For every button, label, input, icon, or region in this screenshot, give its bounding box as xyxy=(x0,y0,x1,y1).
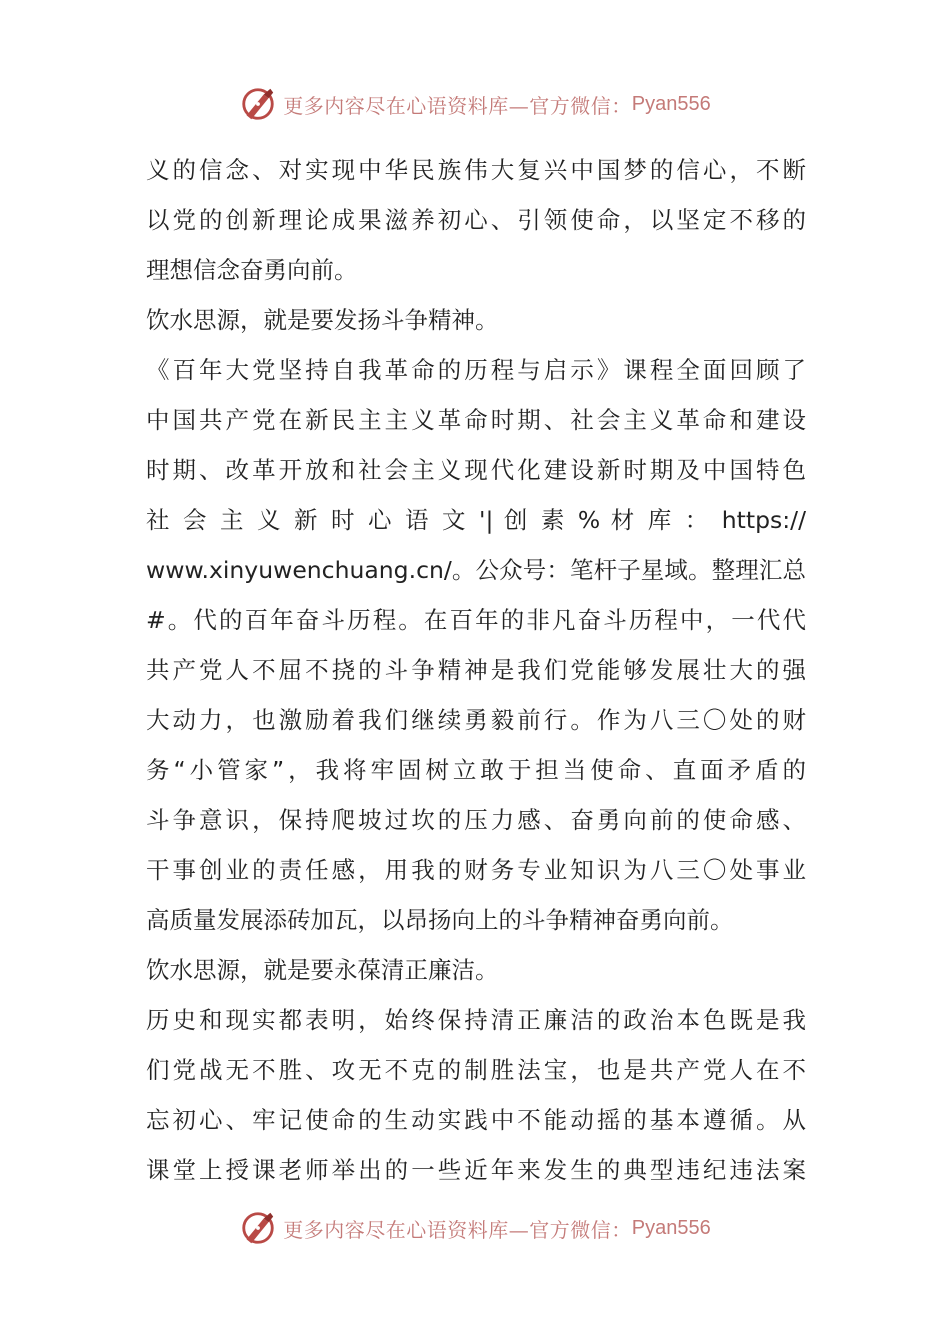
body-line: 干事创业的责任感，用我的财务专业知识为八三〇处事业 xyxy=(146,856,806,884)
body-line: 斗争意识，保持爬坡过坎的压力感、奋勇向前的使命感、 xyxy=(146,806,806,834)
body-line: 社 会 主 义 新 时 心 语 文 '| 创 素 % 材 库 ： https:// xyxy=(146,506,806,534)
body-line: 历史和现实都表明，始终保持清正廉洁的政治本色既是我 xyxy=(146,1006,806,1034)
body-line: 们党战无不胜、攻无不克的制胜法宝，也是共产党人在不 xyxy=(146,1056,806,1084)
document-body xyxy=(146,145,806,1195)
header-banner xyxy=(0,84,950,124)
body-line: www.xinyuwenchuang.cn/。公众号：笔杆子星域。整理汇总 xyxy=(146,556,806,584)
body-line: 大动力，也激励着我们继续勇毅前行。作为八三〇处的财 xyxy=(146,706,806,734)
body-line: 务“小管家”，我将牢固树立敢于担当使命、直面矛盾的 xyxy=(146,756,806,784)
body-line: 高质量发展添砖加瓦，以昂扬向上的斗争精神奋勇向前。 xyxy=(146,906,734,934)
header-wechat-id: Pyan556 xyxy=(631,92,711,115)
body-line: 饮水思源，就是要发扬斗争精神。 xyxy=(146,306,499,334)
body-line: #。代的百年奋斗历程。在百年的非凡奋斗历程中，一代代 xyxy=(146,606,806,634)
header-banner-text: 更多内容尽在心语资料库—官方微信： xyxy=(283,93,632,118)
footer-banner xyxy=(0,1208,950,1248)
pen-nib-logo-icon xyxy=(239,85,277,123)
body-line: 理想信念奋勇向前。 xyxy=(146,256,358,284)
body-line: 以党的创新理论成果滋养初心、引领使命，以坚定不移的 xyxy=(146,206,806,234)
body-line: 忘初心、牢记使命的生动实践中不能动摇的基本遵循。从 xyxy=(146,1106,806,1134)
body-line: 共产党人不屈不挠的斗争精神是我们党能够发展壮大的强 xyxy=(146,656,806,684)
footer-banner-text: 更多内容尽在心语资料库—官方微信： xyxy=(283,1217,632,1242)
body-line: 《百年大党坚持自我革命的历程与启示》课程全面回顾了 xyxy=(146,356,806,384)
body-line: 课堂上授课老师举出的一些近年来发生的典型违纪违法案 xyxy=(146,1156,806,1184)
body-line: 义的信念、对实现中华民族伟大复兴中国梦的信心，不断 xyxy=(146,156,806,184)
body-line: 中国共产党在新民主主义革命时期、社会主义革命和建设 xyxy=(146,406,806,434)
body-line: 时期、改革开放和社会主义现代化建设新时期及中国特色 xyxy=(146,456,806,484)
pen-nib-logo-icon xyxy=(239,1209,277,1247)
body-line: 饮水思源，就是要永葆清正廉洁。 xyxy=(146,956,499,984)
footer-wechat-id: Pyan556 xyxy=(631,1216,711,1239)
